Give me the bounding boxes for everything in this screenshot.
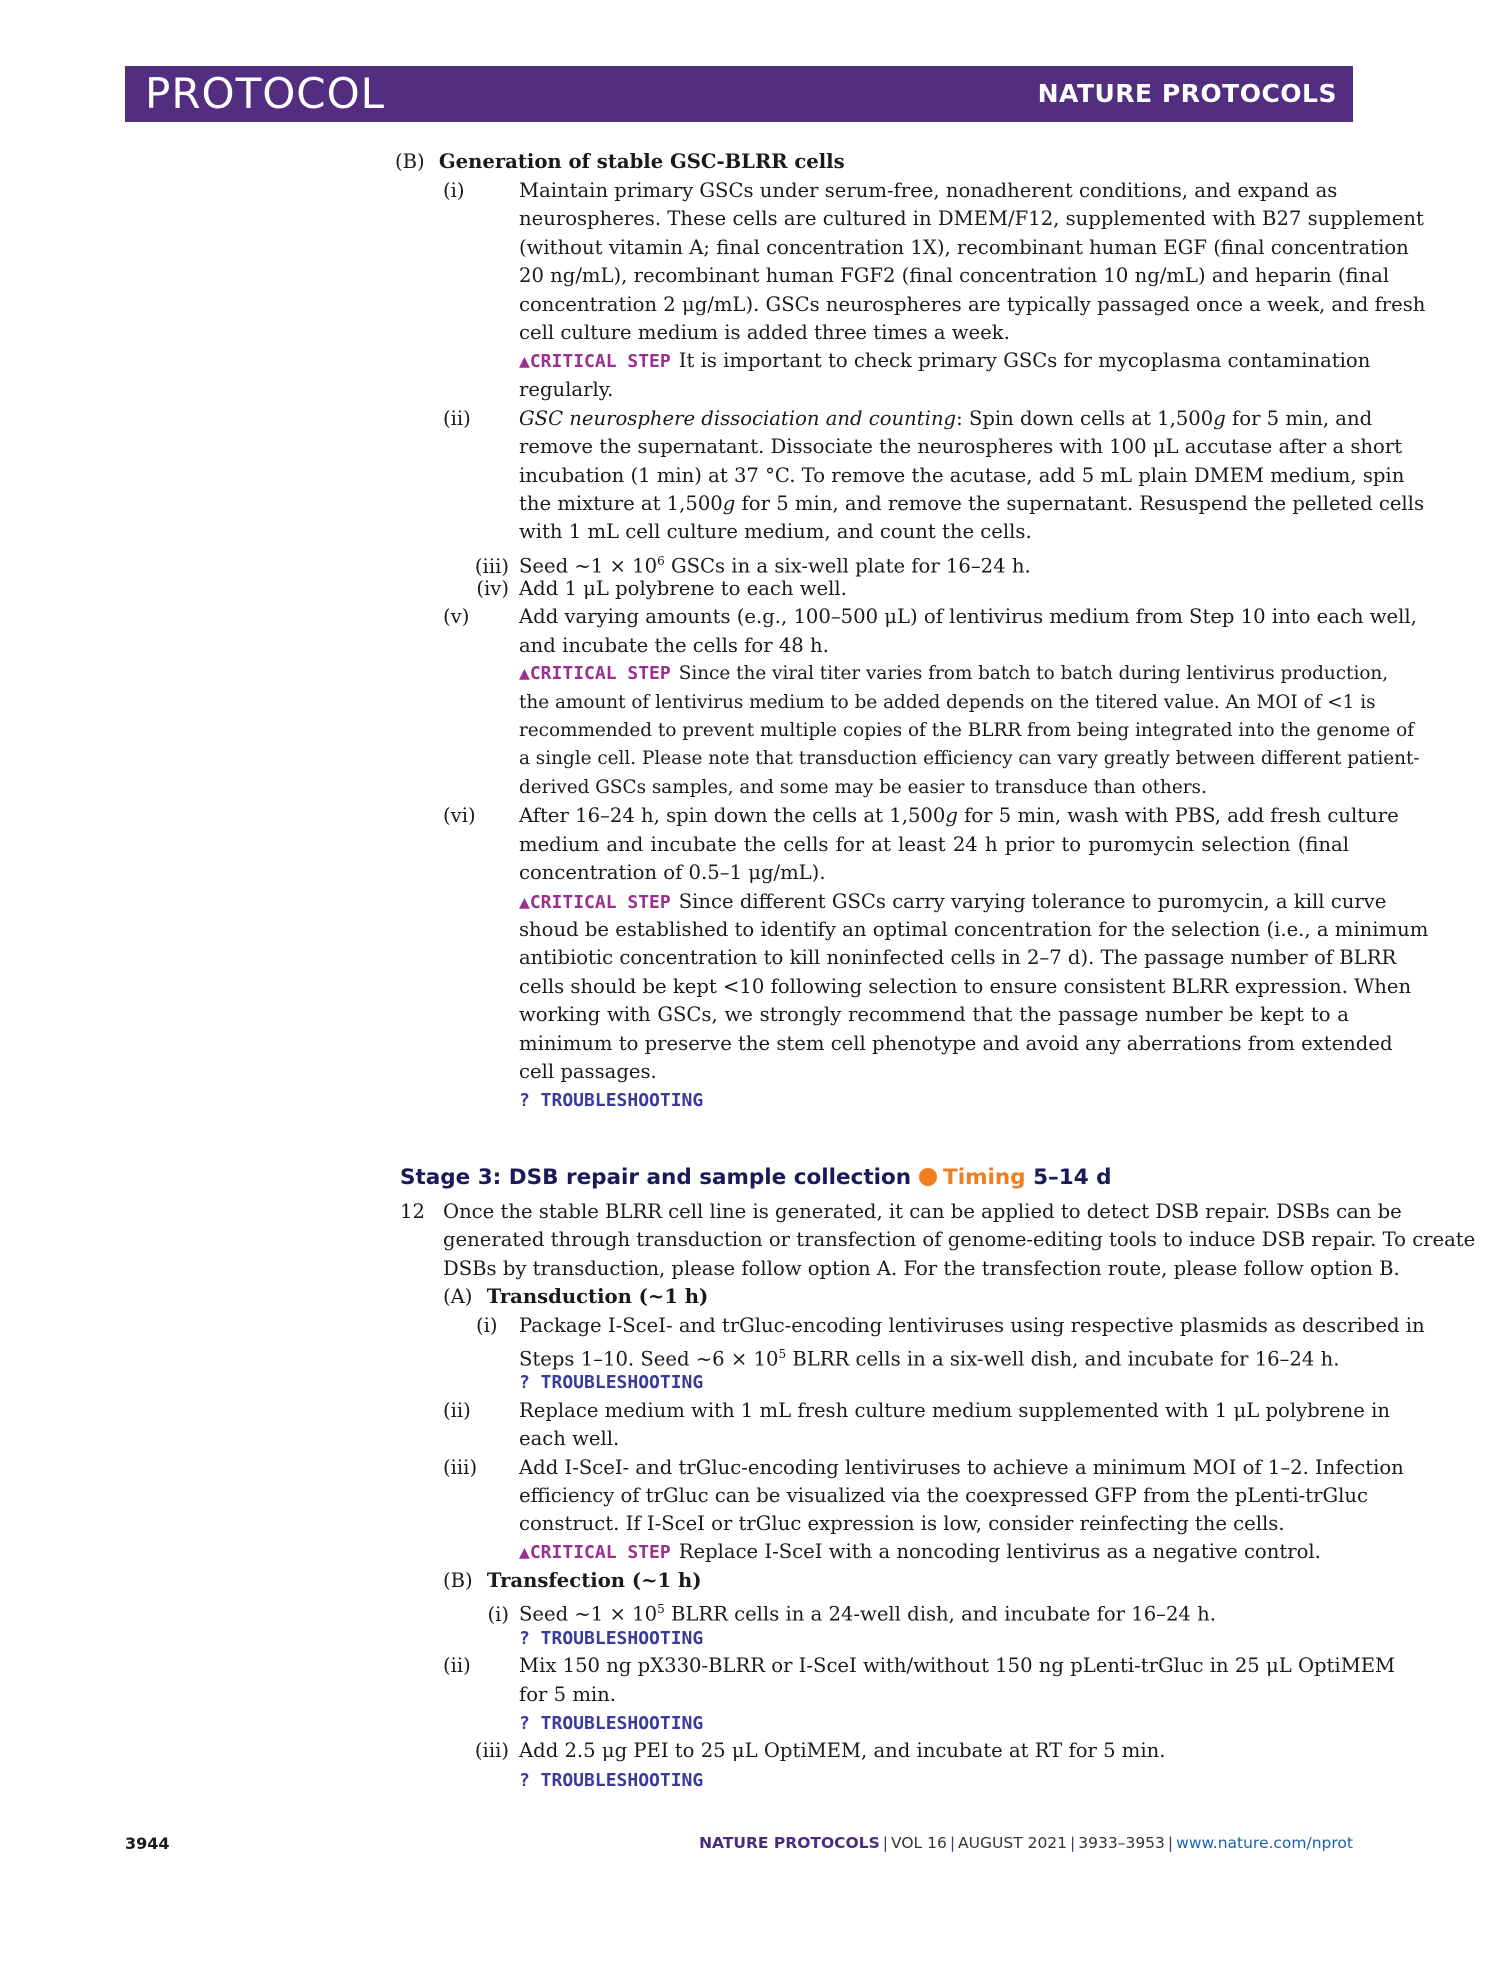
option-label: (B) (395, 150, 425, 173)
critical-step-label: ▲CRITICAL STEP (519, 351, 671, 372)
warning-triangle-icon: ▲ (519, 351, 530, 372)
list-item: (ii) Replace medium with 1 mL fresh culture medium supplemented with 1 μL polybrene in (443, 1399, 1390, 1422)
troubleshooting-link[interactable]: ? TROUBLESHOOTING (519, 1372, 704, 1393)
text-line: the mixture at 1,500g for 5 min, and remove the supernatant. Resuspend the pelleted cells (519, 492, 1425, 515)
text-line: minimum to preserve the stem cell phenotype and avoid any aberrations from extended (519, 1032, 1393, 1055)
step-number: 12 (400, 1200, 425, 1223)
critical-step-label: ▲CRITICAL STEP (519, 1542, 671, 1563)
critical-step: ▲CRITICAL STEP Since the viral titer varies from batch to batch during lentivirus production, (519, 663, 1389, 684)
critical-step: ▲CRITICAL STEP It is important to check primary GSCs for mycoplasma contamination (519, 349, 1371, 372)
text-line: efficiency of trGluc can be visualized via the coexpressed GFP from the pLenti-trGluc (519, 1484, 1368, 1507)
text-line: antibiotic concentration to kill noninfected cells in 2–7 d). The passage number of BLRR (519, 946, 1397, 969)
warning-triangle-icon: ▲ (519, 663, 530, 684)
list-item: (iii) Add 2.5 μg PEI to 25 μL OptiMEM, and incubate at RT for 5 min. (474, 1739, 1166, 1762)
text-line: and incubate the cells for 48 h. (519, 634, 829, 657)
text-line: a single cell. Please note that transduction efficiency can vary greatly between different patient- (519, 748, 1420, 769)
option-b-heading (395, 148, 1225, 177)
journal-url-link[interactable]: www.nature.com/nprot (1176, 1834, 1353, 1852)
page-number: 3944 (125, 1834, 170, 1853)
text-line: recommended to prevent multiple copies of the BLRR from being integrated into the genome of (519, 720, 1414, 741)
text-line: shoud be established to identify an optimal concentration for the selection (i.e., a minimum (519, 918, 1429, 941)
text-line: construct. If I-SceI or trGluc expression is low, consider reinfecting the cells. (519, 1512, 1285, 1535)
stage-heading: Stage 3: DSB repair and sample collection Timing 5–14 d (400, 1165, 1112, 1190)
list-item: (vi) After 16–24 h, spin down the cells at 1,500g for 5 min, wash with PBS, add fresh culture (443, 804, 1399, 827)
text-line: concentration 2 μg/mL). GSCs neurospheres are typically passaged once a week, and fresh (519, 293, 1426, 316)
list-item: (iii) Add I-SceI- and trGluc-encoding lentiviruses to achieve a minimum MOI of 1–2. Infection (443, 1456, 1404, 1479)
step-12: Once the stable BLRR cell line is generated, it can be applied to detect DSB repair. DSBs can be (443, 1200, 1402, 1223)
footer-citation: NATURE PROTOCOLS | VOL 16 | AUGUST 2021 | 3933–3953 | www.nature.com/nprot (699, 1834, 1353, 1852)
text-line: working with GSCs, we strongly recommend that the passage number be kept to a (519, 1003, 1349, 1026)
text-line: neurospheres. These cells are cultured in DMEM/F12, supplemented with B27 supplement (519, 207, 1424, 230)
list-item: (i) Seed ~1 × $10^5$ BLRR cells in a 24-well dish, and incubate for 16–24 h. (487, 1602, 1216, 1626)
section-type-label: PROTOCOL (145, 69, 386, 118)
text-line: each well. (519, 1427, 620, 1450)
list-item: (i) Package I-SceI- and trGluc-encoding lentiviruses using respective plasmids as described in (476, 1314, 1425, 1337)
text-line: for 5 min. (519, 1683, 617, 1706)
text-line: cells should be kept <10 following selection to ensure consistent BLRR expression. When (519, 975, 1412, 998)
text-line: remove the supernatant. Dissociate the neurospheres with 100 μL accutase after a short (519, 435, 1403, 458)
troubleshooting-link[interactable]: ? TROUBLESHOOTING (519, 1770, 704, 1791)
text-line: (without vitamin A; final concentration 1X), recombinant human EGF (final concentration (519, 236, 1409, 259)
list-item: (ii) Mix 150 ng pX330-BLRR or I-SceI with/without 150 ng pLenti-trGluc in 25 μL OptiMEM (443, 1654, 1396, 1677)
option-title: Generation of stable GSC-BLRR cells (438, 150, 845, 173)
text-line: concentration of 0.5–1 μg/mL). (519, 861, 826, 884)
critical-step-label: ▲CRITICAL STEP (519, 892, 671, 913)
troubleshooting-link[interactable]: ? TROUBLESHOOTING (519, 1713, 704, 1734)
list-item: (i) Maintain primary GSCs under serum-free, nonadherent conditions, and expand as (443, 179, 1338, 202)
text-line: cell culture medium is added three times a week. (519, 321, 1010, 344)
warning-triangle-icon: ▲ (519, 892, 530, 913)
critical-step: ▲CRITICAL STEP Replace I-SceI with a noncoding lentivirus as a negative control. (519, 1540, 1321, 1563)
text-line: DSBs by transduction, please follow option A. For the transfection route, please follow option B. (443, 1257, 1400, 1280)
list-item: (iii) Seed ~1 × $10^6$ GSCs in a six-well plate for 16–24 h. (474, 554, 1031, 578)
text-line: the amount of lentivirus medium to be added depends on the titered value. An MOI of <1 is (519, 692, 1376, 713)
list-item: (ii) GSC neurosphere dissociation and counting: Spin down cells at 1,500g for 5 min, and (443, 407, 1373, 430)
list-item: (iv) Add 1 μL polybrene to each well. (476, 577, 847, 600)
text-line: Steps 1–10. Seed ~6 × $10^5$ BLRR cells in a six-well dish, and incubate for 16–24 h. (519, 1347, 1340, 1371)
timing-icon (919, 1168, 937, 1186)
troubleshooting-link[interactable]: ? TROUBLESHOOTING (519, 1628, 704, 1649)
text-line: 20 ng/mL), recombinant human FGF2 (final concentration 10 ng/mL) and heparin (final (519, 264, 1390, 287)
text-line: cell passages. (519, 1060, 657, 1083)
option-a-heading: (A) Transduction (~1 h) (443, 1285, 709, 1308)
option-b2-heading: (B) Transfection (~1 h) (443, 1569, 702, 1592)
warning-triangle-icon: ▲ (519, 1542, 530, 1563)
text-line: with 1 mL cell culture medium, and count the cells. (519, 520, 1032, 543)
critical-step: ▲CRITICAL STEP Since different GSCs carry varying tolerance to puromycin, a kill curve (519, 890, 1387, 913)
journal-name: NATURE PROTOCOLS (1037, 79, 1337, 108)
critical-step-label: ▲CRITICAL STEP (519, 663, 671, 684)
text-line: medium and incubate the cells for at least 24 h prior to puromycin selection (final (519, 833, 1349, 856)
text-line: regularly. (519, 378, 614, 401)
header-banner (125, 66, 1353, 122)
text-line: incubation (1 min) at 37 °C. To remove the acutase, add 5 mL plain DMEM medium, spin (519, 464, 1405, 487)
troubleshooting-link[interactable]: ? TROUBLESHOOTING (519, 1090, 704, 1111)
text-line: derived GSCs samples, and some may be easier to transduce than others. (519, 777, 1207, 798)
text-line: generated through transduction or transfection of genome-editing tools to induce DSB repair. To create (443, 1228, 1476, 1251)
list-item: (v) Add varying amounts (e.g., 100–500 μL) of lentivirus medium from Step 10 into each well, (443, 605, 1417, 628)
